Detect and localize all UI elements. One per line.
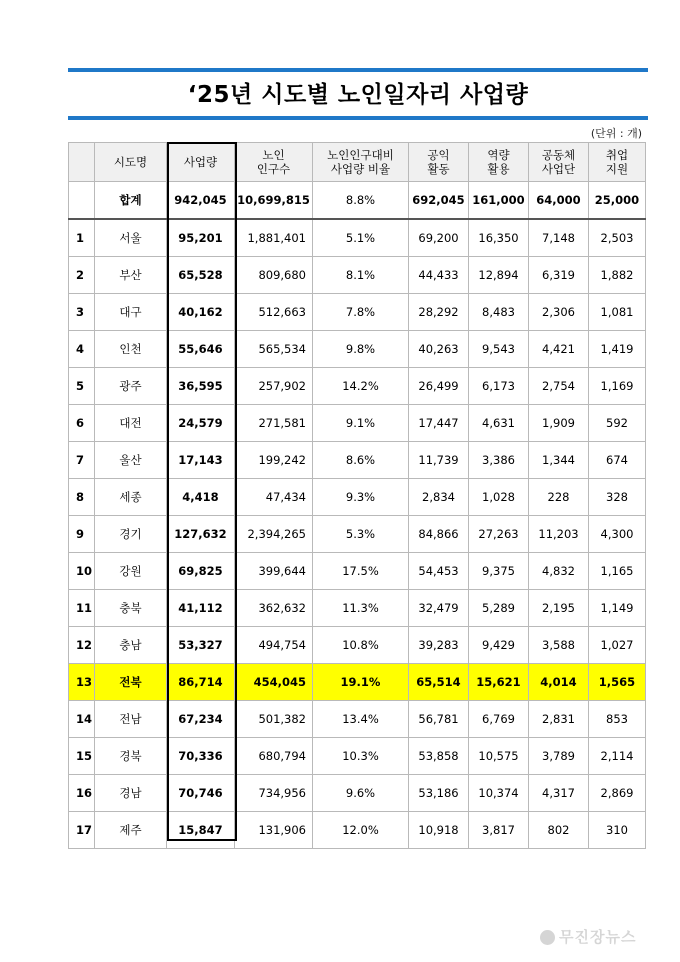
cell-region: 전남 [95, 701, 167, 738]
cell-public: 11,739 [409, 442, 469, 479]
cell-pop: 494,754 [235, 627, 313, 664]
cell-public: 69,200 [409, 219, 469, 257]
cell-capability: 27,263 [469, 516, 529, 553]
cell-ratio: 9.6% [313, 775, 409, 812]
cell-public: 17,447 [409, 405, 469, 442]
total-public: 692,045 [409, 182, 469, 220]
cell-volume: 53,327 [167, 627, 235, 664]
watermark: 무진장뉴스 [540, 926, 636, 947]
cell-volume: 127,632 [167, 516, 235, 553]
cell-volume: 36,595 [167, 368, 235, 405]
cell-volume: 67,234 [167, 701, 235, 738]
cell-capability: 10,575 [469, 738, 529, 775]
cell-ratio: 10.3% [313, 738, 409, 775]
cell-volume: 95,201 [167, 219, 235, 257]
cell-community: 1,909 [529, 405, 589, 442]
cell-region: 울산 [95, 442, 167, 479]
table-row [69, 257, 646, 294]
cell-region: 부산 [95, 257, 167, 294]
header-volume: 사업량 [167, 143, 235, 182]
cell-no: 11 [69, 590, 95, 627]
cell-ratio: 5.1% [313, 219, 409, 257]
header-capability: 역량 활용 [469, 143, 529, 182]
cell-volume: 15,847 [167, 812, 235, 849]
table-row [69, 553, 646, 590]
cell-community: 3,588 [529, 627, 589, 664]
cell-volume: 40,162 [167, 294, 235, 331]
cell-employment: 310 [589, 812, 646, 849]
cell-ratio: 11.3% [313, 590, 409, 627]
cell-pop: 131,906 [235, 812, 313, 849]
title-rule-bottom [68, 116, 648, 120]
cell-pop: 565,534 [235, 331, 313, 368]
cell-employment: 1,565 [589, 664, 646, 701]
cell-employment: 1,081 [589, 294, 646, 331]
cell-no: 3 [69, 294, 95, 331]
cell-community: 3,789 [529, 738, 589, 775]
cell-capability: 8,483 [469, 294, 529, 331]
cell-ratio: 8.1% [313, 257, 409, 294]
cell-pop: 362,632 [235, 590, 313, 627]
cell-employment: 1,419 [589, 331, 646, 368]
total-capability: 161,000 [469, 182, 529, 220]
cell-pop: 2,394,265 [235, 516, 313, 553]
cell-no: 14 [69, 701, 95, 738]
table-row [69, 664, 646, 701]
cell-public: 56,781 [409, 701, 469, 738]
title-rule-top [68, 68, 648, 72]
cell-employment: 674 [589, 442, 646, 479]
cell-pop: 809,680 [235, 257, 313, 294]
cell-no: 7 [69, 442, 95, 479]
cell-no: 1 [69, 219, 95, 257]
cell-region: 대전 [95, 405, 167, 442]
cell-community: 7,148 [529, 219, 589, 257]
cell-community: 2,754 [529, 368, 589, 405]
cell-volume: 69,825 [167, 553, 235, 590]
cell-region: 경북 [95, 738, 167, 775]
table-row [69, 294, 646, 331]
table-row [69, 368, 646, 405]
table-row [69, 516, 646, 553]
cell-community: 4,317 [529, 775, 589, 812]
cell-ratio: 10.8% [313, 627, 409, 664]
cell-pop: 257,902 [235, 368, 313, 405]
cell-region: 경남 [95, 775, 167, 812]
cell-employment: 2,503 [589, 219, 646, 257]
cell-public: 44,433 [409, 257, 469, 294]
cell-capability: 6,769 [469, 701, 529, 738]
header-public: 공익 활동 [409, 143, 469, 182]
title-block [68, 68, 648, 120]
cell-capability: 16,350 [469, 219, 529, 257]
cell-public: 53,858 [409, 738, 469, 775]
table-row [69, 442, 646, 479]
cell-public: 84,866 [409, 516, 469, 553]
cell-ratio: 17.5% [313, 553, 409, 590]
header-region: 시도명 [95, 143, 167, 182]
header-employment: 취업 지원 [589, 143, 646, 182]
table-row [69, 405, 646, 442]
cell-public: 26,499 [409, 368, 469, 405]
cell-public: 39,283 [409, 627, 469, 664]
cell-public: 54,453 [409, 553, 469, 590]
cell-ratio: 12.0% [313, 812, 409, 849]
cell-employment: 2,114 [589, 738, 646, 775]
cell-pop: 399,644 [235, 553, 313, 590]
cell-public: 10,918 [409, 812, 469, 849]
cell-no: 6 [69, 405, 95, 442]
cell-public: 2,834 [409, 479, 469, 516]
cell-pop: 271,581 [235, 405, 313, 442]
cell-ratio: 14.2% [313, 368, 409, 405]
table-row [69, 775, 646, 812]
table-row [69, 627, 646, 664]
cell-employment: 2,869 [589, 775, 646, 812]
cell-volume: 65,528 [167, 257, 235, 294]
cell-no: 16 [69, 775, 95, 812]
page-title: ‘25년 시도별 노인일자리 사업량 [187, 82, 529, 108]
cell-pop: 734,956 [235, 775, 313, 812]
cell-volume: 70,746 [167, 775, 235, 812]
cell-capability: 12,894 [469, 257, 529, 294]
cell-ratio: 13.4% [313, 701, 409, 738]
unit-label: (단위 : 개) [590, 127, 642, 140]
cell-employment: 853 [589, 701, 646, 738]
cell-employment: 4,300 [589, 516, 646, 553]
cell-capability: 9,543 [469, 331, 529, 368]
cell-community: 802 [529, 812, 589, 849]
cell-employment: 592 [589, 405, 646, 442]
total-community: 64,000 [529, 182, 589, 220]
table-row [69, 219, 646, 257]
total-volume: 942,045 [167, 182, 235, 220]
cell-region: 서울 [95, 219, 167, 257]
cell-region: 강원 [95, 553, 167, 590]
table-row [69, 701, 646, 738]
cell-pop: 680,794 [235, 738, 313, 775]
cell-no: 4 [69, 331, 95, 368]
cell-employment: 328 [589, 479, 646, 516]
cell-community: 2,306 [529, 294, 589, 331]
header-no [69, 143, 95, 182]
cell-public: 28,292 [409, 294, 469, 331]
cell-no: 9 [69, 516, 95, 553]
cell-public: 32,479 [409, 590, 469, 627]
cell-community: 2,831 [529, 701, 589, 738]
cell-no: 10 [69, 553, 95, 590]
cell-volume: 55,646 [167, 331, 235, 368]
cell-volume: 70,336 [167, 738, 235, 775]
cell-pop: 512,663 [235, 294, 313, 331]
cell-pop: 1,881,401 [235, 219, 313, 257]
table-row [69, 331, 646, 368]
cell-pop: 501,382 [235, 701, 313, 738]
cell-community: 4,832 [529, 553, 589, 590]
cell-employment: 1,882 [589, 257, 646, 294]
cell-community: 228 [529, 479, 589, 516]
cell-capability: 9,375 [469, 553, 529, 590]
cell-no: 5 [69, 368, 95, 405]
cell-community: 11,203 [529, 516, 589, 553]
table-row [69, 590, 646, 627]
cell-employment: 1,169 [589, 368, 646, 405]
cell-ratio: 19.1% [313, 664, 409, 701]
cell-capability: 10,374 [469, 775, 529, 812]
cell-region: 인천 [95, 331, 167, 368]
cell-capability: 4,631 [469, 405, 529, 442]
cell-region: 세종 [95, 479, 167, 516]
cell-region: 충남 [95, 627, 167, 664]
cell-ratio: 7.8% [313, 294, 409, 331]
cell-no: 2 [69, 257, 95, 294]
cell-community: 4,014 [529, 664, 589, 701]
cell-community: 4,421 [529, 331, 589, 368]
cell-volume: 41,112 [167, 590, 235, 627]
cell-ratio: 8.6% [313, 442, 409, 479]
cell-capability: 3,386 [469, 442, 529, 479]
cell-public: 53,186 [409, 775, 469, 812]
cell-volume: 24,579 [167, 405, 235, 442]
total-pop: 10,699,815 [235, 182, 313, 220]
cell-ratio: 5.3% [313, 516, 409, 553]
cell-employment: 1,149 [589, 590, 646, 627]
cell-region: 대구 [95, 294, 167, 331]
watermark-logo-icon [540, 930, 555, 945]
cell-region: 충북 [95, 590, 167, 627]
total-region: 합계 [95, 182, 167, 220]
cell-employment: 1,027 [589, 627, 646, 664]
cell-capability: 3,817 [469, 812, 529, 849]
cell-no: 12 [69, 627, 95, 664]
cell-no: 8 [69, 479, 95, 516]
cell-region: 전북 [95, 664, 167, 701]
table-row [69, 738, 646, 775]
cell-capability: 6,173 [469, 368, 529, 405]
cell-volume: 4,418 [167, 479, 235, 516]
cell-employment: 1,165 [589, 553, 646, 590]
cell-ratio: 9.1% [313, 405, 409, 442]
cell-no: 13 [69, 664, 95, 701]
cell-ratio: 9.3% [313, 479, 409, 516]
total-row [69, 182, 646, 220]
cell-capability: 9,429 [469, 627, 529, 664]
cell-community: 6,319 [529, 257, 589, 294]
total-ratio: 8.8% [313, 182, 409, 220]
cell-pop: 47,434 [235, 479, 313, 516]
total-employment: 25,000 [589, 182, 646, 220]
cell-community: 2,195 [529, 590, 589, 627]
cell-public: 40,263 [409, 331, 469, 368]
table-header-row [69, 143, 646, 182]
cell-volume: 17,143 [167, 442, 235, 479]
cell-capability: 1,028 [469, 479, 529, 516]
table-row [69, 812, 646, 849]
table-row [69, 479, 646, 516]
cell-capability: 15,621 [469, 664, 529, 701]
cell-region: 제주 [95, 812, 167, 849]
cell-public: 65,514 [409, 664, 469, 701]
cell-region: 경기 [95, 516, 167, 553]
cell-no: 17 [69, 812, 95, 849]
cell-community: 1,344 [529, 442, 589, 479]
cell-ratio: 9.8% [313, 331, 409, 368]
cell-pop: 199,242 [235, 442, 313, 479]
cell-volume: 86,714 [167, 664, 235, 701]
cell-capability: 5,289 [469, 590, 529, 627]
data-table [68, 142, 646, 849]
cell-pop: 454,045 [235, 664, 313, 701]
header-pop: 노인 인구수 [235, 143, 313, 182]
cell-no: 15 [69, 738, 95, 775]
header-ratio: 노인인구대비 사업량 비율 [313, 143, 409, 182]
header-community: 공동체 사업단 [529, 143, 589, 182]
cell-region: 광주 [95, 368, 167, 405]
